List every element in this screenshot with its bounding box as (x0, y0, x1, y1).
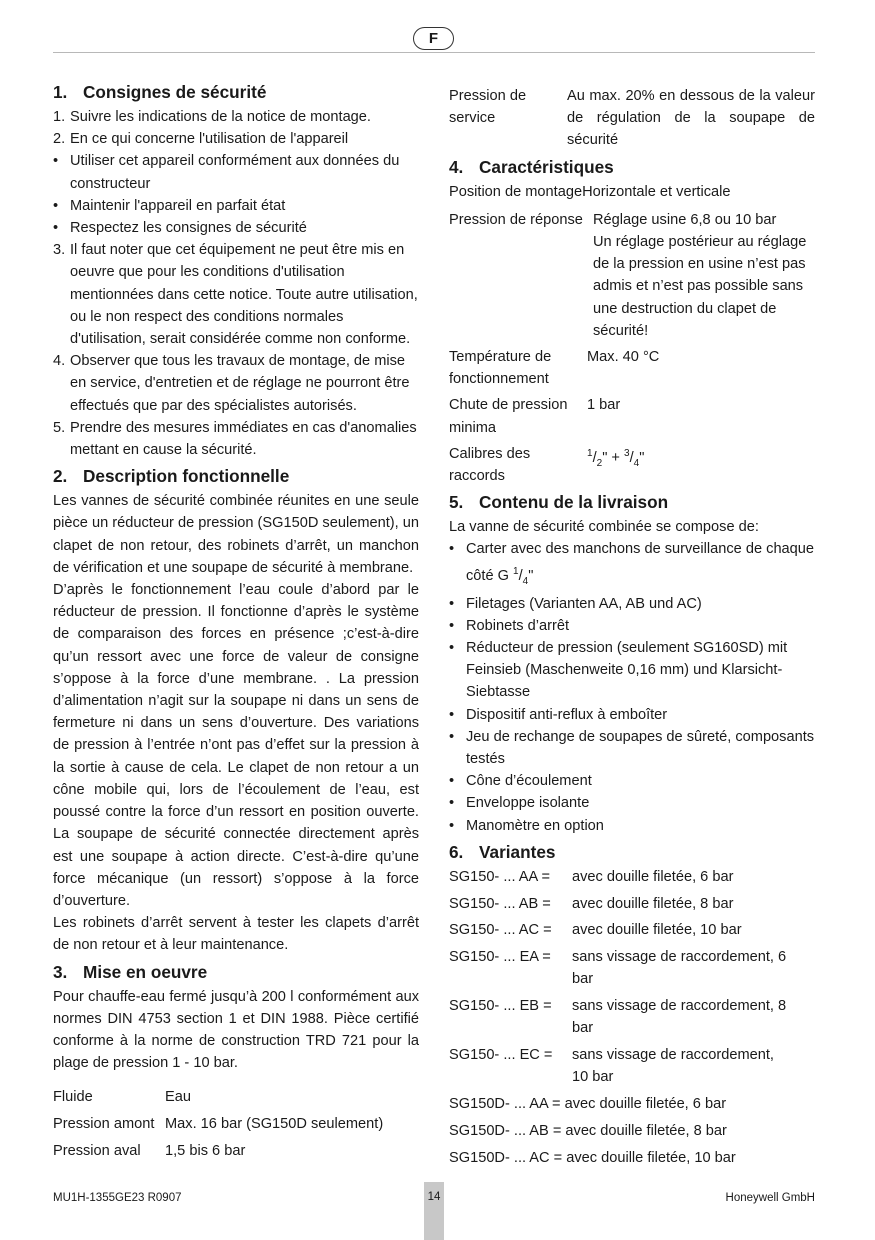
description-paragraph-2: D’après le fonctionnement l’eau coule d’abord par le réducteur de pression. Il fonctionne d’après le système de comparaison des forces en présence ;c’est-à-dire qu’un ressort avec une force de valeur de consigne s’oppose à la force d’une membrane. . La pression d’alimentation n’agit sur la soupape ni dans un sens de fermeture ni dans un sens d’ouverture. Des variations de pression à l’entrée n’ont pas d’effet sur la pression à la sortie à cause de cela. Le clapet de non retour a un cône mobile qui, lors de l’écoulement de l’eau, est poussé contre la force d’un ressort en position ouverte. La soupape de sécurité connectée directement après est une soupape à action directe. C’est-à-dire qu’une force mécanique (un ressort) s’oppose à la force d’ouverture. (53, 582, 419, 909)
list-item: • Maintenir l'appareil en parfait état (53, 197, 286, 214)
spec-row-inlet-pressure: Pression amont Max. 16 bar (SG150D seulement) (53, 1116, 384, 1133)
spec-row-outlet-pressure: Pression aval 1,5 bis 6 bar (53, 1142, 246, 1159)
section-1-heading: 1. Consignes de sécurité (53, 82, 267, 102)
list-item: 5. Prendre des mesures immédiates en cas d'anomalies mettant en cause la sécurité. (53, 419, 417, 459)
variant-row: SG150- ... EB = sans vissage de raccordement, 8 bar (449, 998, 787, 1037)
variant-row: SG150D- ... AB = avec douille filetée, 8 bar (449, 1123, 727, 1140)
delivery-intro: La vanne de sécurité combinée se compose de: (449, 519, 759, 536)
spec-row-fluid: Fluide Eau (53, 1089, 191, 1106)
section-2-heading: 2. Description fonctionnelle (53, 466, 290, 487)
list-item: • Respectez les consignes de sécurité (53, 220, 307, 237)
list-item: • Robinets d’arrêt (449, 617, 570, 634)
list-item: • Manomètre en option (449, 817, 604, 834)
list-item: • Jeu de rechange de soupapes de sûreté, composants testés (449, 728, 815, 768)
list-item: • Dispositif anti-reflux à emboîter (449, 706, 668, 723)
list-item: • Réducteur de pression (seulement SG160SD) mit Feinsieb (Maschenweite 0,16 mm) und Klarsicht-Siebtasse (449, 640, 788, 701)
variant-row: SG150- ... EA = sans vissage de raccordement, 6 bar (449, 949, 787, 988)
page-number: 14 (424, 1182, 444, 1240)
list-item: • Enveloppe isolante (449, 795, 590, 812)
usage-paragraph: Pour chauffe-eau fermé jusqu’à 200 l conformément aux normes DIN 4753 section 1 et DIN 1988. Pièce certifié conforme à la norme de construction TRD 721 pour la plage de pression 1 - 10 bar. (53, 988, 419, 1072)
list-item: • Carter avec des manchons de surveillance de chaque côté G $^1/_4$" (449, 541, 815, 587)
section-6-heading: 6. Variantes (449, 841, 556, 862)
spec-row-temperature: Température de fonctionnement Max. 40 °C (449, 349, 660, 388)
list-item: • Cône d’écoulement (449, 773, 592, 790)
spec-row-connection-sizes: Calibres des raccords $^1/_2$" + $^3/_4$" (449, 445, 645, 485)
variant-row: SG150D- ... AC = avec douille filetée, 10 bar (449, 1149, 736, 1166)
spec-row-pressure-drop: Chute de pression minima 1 bar (449, 397, 621, 436)
language-badge: F (413, 27, 454, 50)
company-name: Honeywell GmbH (725, 1192, 815, 1204)
header-rule (53, 52, 815, 53)
section-5-heading: 5. Contenu de la livraison (449, 492, 669, 513)
list-item: • Filetages (Varianten AA, AB und AC) (449, 595, 702, 612)
safety-list (53, 106, 419, 461)
spec-row-service-pressure: Pression de service Au max. 20% en dessous de la valeur de régulation de la soupape de sécurité (449, 88, 815, 149)
spec-row-response-pressure: Pression de réponse Réglage usine 6,8 ou 10 bar Un réglage postérieur au réglage de la pression en usine n’est pas admis et n’est pas possible sans une destruction du clapet de sécurité! (449, 211, 807, 339)
spec-row-mounting: Position de montage Horizontale et verticale (449, 183, 731, 200)
right-column (449, 85, 815, 1169)
left-column (53, 77, 419, 1162)
list-item: 1. Suivre les indications de la notice de montage. (53, 109, 371, 125)
list-item: 3. Il faut noter que cet équipement ne peut être mis en oeuvre que pour les conditions d'utilisation mentionnées dans cette notice. Toute autre utilisation, ou le non respect des conditions normales d'utilisation, serait considérée comme non conforme. (53, 242, 418, 348)
description-paragraph-3: Les robinets d’arrêt servent à tester les clapets d’arrêt de non retour et à leur maintenance. (53, 915, 419, 954)
list-item: 2. En ce qui concerne l'utilisation de l'appareil (53, 131, 349, 148)
section-3-heading: 3. Mise en oeuvre (53, 961, 208, 982)
variant-row: SG150- ... EC = sans vissage de raccordement, 10 bar (449, 1047, 774, 1086)
variant-row: SG150- ... AB = avec douille filetée, 8 bar (449, 895, 734, 912)
list-item: • Utiliser cet appareil conformément aux données du constructeur (53, 153, 400, 192)
variant-row: SG150D- ... AA = avec douille filetée, 6 bar (449, 1096, 727, 1113)
delivery-list (449, 538, 815, 836)
document-id: MU1H-1355GE23 R0907 (53, 1192, 182, 1204)
variant-row: SG150- ... AA = avec douille filetée, 6 bar (449, 868, 734, 885)
list-item: 4. Observer que tous les travaux de montage, de mise en service, d'entretien et de réglage ne pourront être effectués que par des spécialistes autorisés. (53, 353, 410, 414)
description-paragraph-1: Les vannes de sécurité combinée réunites en une seule pièce un réducteur de pression (SG150D seulement), un clapet de non retour, des robinets d’arrêt, un manchon de vérification et une soupape de sécurité à membrane. (53, 493, 419, 576)
variant-row: SG150- ... AC = avec douille filetée, 10 bar (449, 922, 742, 939)
section-4-heading: 4. Caractéristiques (449, 156, 614, 177)
